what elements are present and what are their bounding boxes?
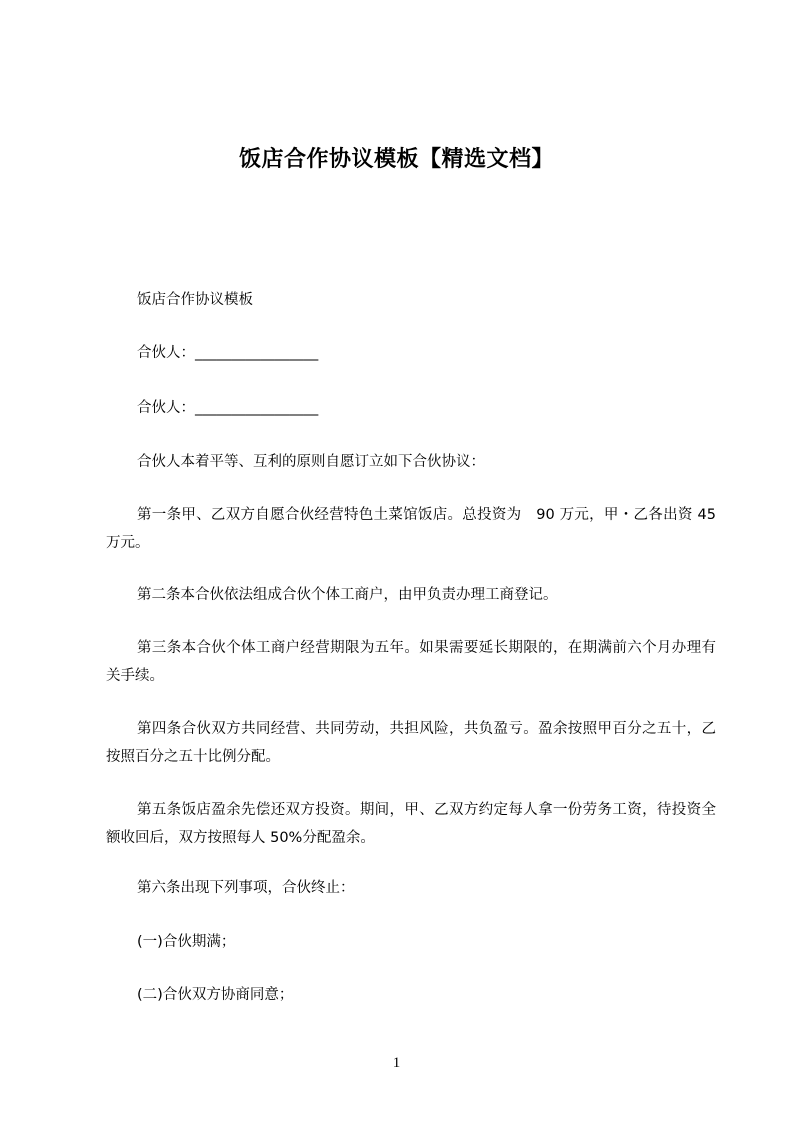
article-2: 第二条本合伙依法组成合伙个体工商户，由甲负责办理工商登记。 [137, 587, 558, 603]
article-4: 第四条合伙双方共同经营、共同劳动，共担风险，共负盈亏。盈余按照甲百分之五十，乙按照百分之五十比例分配。 [106, 721, 716, 765]
partner-line-1: 合伙人：_________________ [137, 345, 319, 361]
article-3: 第三条本合伙个体工商户经营期限为五年。如果需要延长期限的，在期满前六个月办理有关手续。 [106, 640, 716, 684]
article-6: 第六条出现下列事项，合伙终止： [137, 880, 355, 896]
article-6-item-1: (一)合伙期满； [137, 934, 236, 950]
page-number: 1 [392, 1055, 401, 1071]
article-5: 第五条饭店盈余先偿还双方投资。期间，甲、乙双方约定每人拿一份劳务工资，待投资全额收回后，双方按照每人 50%分配盈余。 [106, 802, 716, 846]
partner-line-2: 合伙人：_________________ [137, 400, 319, 416]
paragraph-heading: 饭店合作协议模板 [137, 292, 253, 308]
article-6-item-2: (二)合伙双方协商同意； [137, 987, 294, 1003]
article-1: 第一条甲、乙双方自愿合伙经营特色土菜馆饭店。总投资为 90 万元，甲・乙各出资 45 万元。 [106, 507, 716, 551]
preamble: 合伙人本着平等、互利的原则自愿订立如下合伙协议： [137, 454, 485, 470]
document-title: 饭店合作协议模板【精选文档】 [238, 147, 554, 172]
